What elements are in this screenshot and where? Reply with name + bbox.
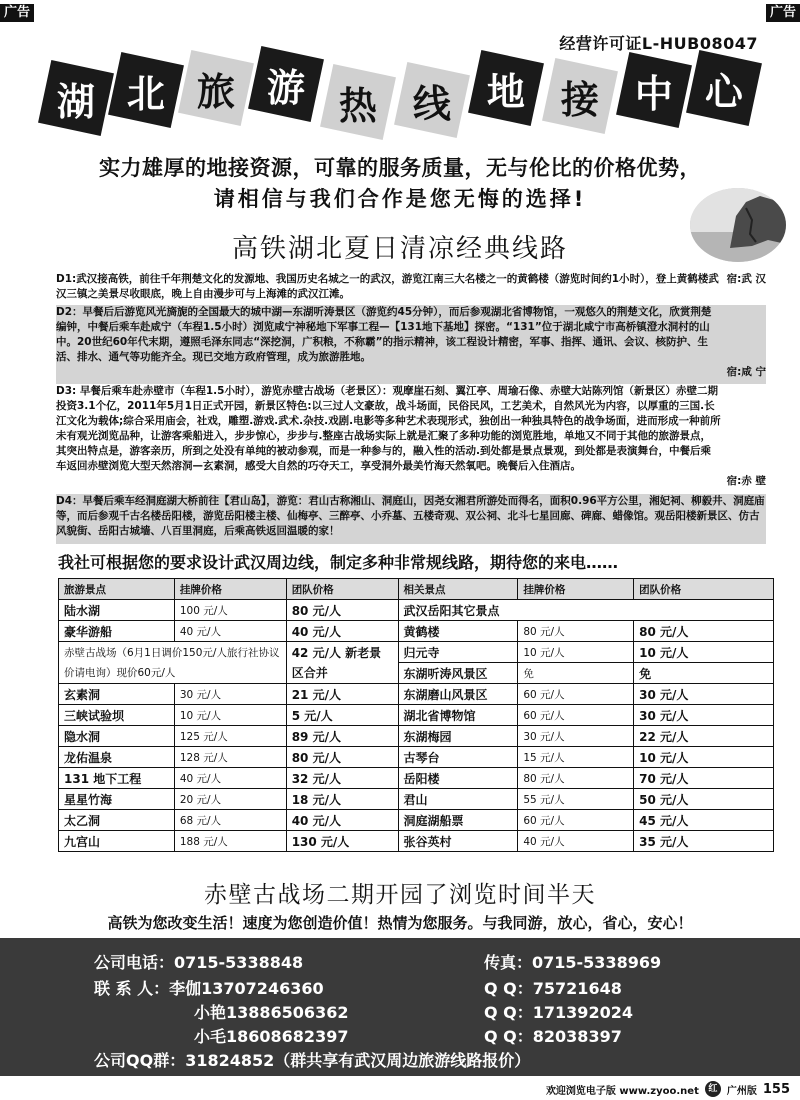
cell: 42 元/人 新老景区合并 (286, 642, 398, 684)
table-row (59, 831, 774, 852)
banner-char: 旅 (178, 50, 254, 126)
license-number: 经营许可证L-HUB08047 (559, 34, 758, 53)
table-row (59, 600, 774, 621)
price-table (58, 578, 774, 852)
cell: 30 元/人 (634, 705, 774, 726)
slogan-line-2: 请相信与我们合作是您无悔的选择! (213, 187, 587, 211)
cell: 128 元/人 (174, 747, 286, 768)
cell: 60 元/人 (518, 810, 634, 831)
banner-char: 地 (468, 50, 544, 126)
cell: 80 元/人 (518, 768, 634, 789)
contact-person-2: 小艳13886506362 (194, 1003, 349, 1022)
route-title: 高铁湖北夏日清凉经典线路 (231, 234, 568, 264)
col-header: 团队价格 (634, 579, 774, 600)
contact-person-1: 联 系 人：李伽13707246360 (94, 979, 324, 998)
banner-char: 湖 (38, 60, 114, 136)
cell: 40 元/人 (518, 831, 634, 852)
cell: 35 元/人 (634, 831, 774, 852)
slogan-line-1: 实力雄厚的地接资源，可靠的服务质量，无与伦比的价格优势， (99, 156, 701, 180)
table-row (59, 684, 774, 705)
cell: 40 元/人 (174, 768, 286, 789)
cell: 188 元/人 (174, 831, 286, 852)
col-header: 旅游景点 (59, 579, 175, 600)
cell: 80 元/人 (518, 621, 634, 642)
banner-char: 北 (108, 52, 184, 128)
cell: 东湖磨山风景区 (398, 684, 518, 705)
cell: 50 元/人 (634, 789, 774, 810)
cell: 三峡试验坝 (59, 705, 175, 726)
cell: 70 元/人 (634, 768, 774, 789)
ad-label-right: 广告 (766, 4, 800, 22)
ad-label-left: 广告 (0, 4, 34, 22)
cell: 陆水湖 (59, 600, 175, 621)
cell: 18 元/人 (286, 789, 398, 810)
cell: 玄素洞 (59, 684, 175, 705)
cell: 55 元/人 (518, 789, 634, 810)
cell: 东湖听涛风景区 (398, 663, 518, 684)
col-header: 相关景点 (398, 579, 518, 600)
table-row (59, 705, 774, 726)
table-row (59, 747, 774, 768)
cell: 归元寺 (398, 642, 518, 663)
banner-char: 线 (394, 62, 470, 138)
cell: 10 元/人 (174, 705, 286, 726)
cell: 15 元/人 (518, 747, 634, 768)
fax: 传真：0715-5338969 (484, 953, 662, 972)
cell: 隐水洞 (59, 726, 175, 747)
cell: 20 元/人 (174, 789, 286, 810)
banner-char: 接 (542, 58, 618, 134)
cell: 10 元/人 (518, 642, 634, 663)
cell: 张谷英村 (398, 831, 518, 852)
qq-3: Q Q：82038397 (484, 1027, 622, 1046)
itinerary-text: D2：早餐后后游览风光旖旎的全国最大的城中湖—东湖听涛景区（游览约45分钟），而后参观湖北省博物馆，一观悠久的荆楚文化，欣赏荆楚编钟，中餐后乘车赴咸宁（车程1.5小时）浏览咸宁神秘地下军事工程—【131地下基地】探密。“131”位于湖北咸宁市高桥镇澄水洞村的山中。20世纪60年代末期，遵照毛泽东同志“深挖洞，广积粮，不称霸”的指示精神，该工程设计精密，军事、指挥、通讯、会议、核防护、生活、排水、通气等功能齐全。现已交地方政府管理，成为旅游胜地。 (56, 306, 712, 363)
cell: 古琴台 (398, 747, 518, 768)
cell: 45 元/人 (634, 810, 774, 831)
custom-route-invite: 我社可根据您的要求设计武汉周边线，制定多种非常规线路，期待您的来电…… (58, 553, 619, 572)
stay-city: 宿:武 汉 (726, 273, 766, 285)
cell: 30 元/人 (518, 726, 634, 747)
table-header-row (59, 579, 774, 600)
table-row (59, 726, 774, 747)
cell: 80 元/人 (286, 747, 398, 768)
table-row (59, 768, 774, 789)
cell: 10 元/人 (634, 747, 774, 768)
cell: 岳阳楼 (398, 768, 518, 789)
cell: 赤壁古战场（6月1日调价150元/人旅行社协议价请电询）现价60元/人 (59, 642, 287, 684)
table-row (59, 789, 774, 810)
page-number: 155 (762, 1081, 790, 1097)
cell: 40 元/人 (286, 810, 398, 831)
cell: 豪华游船 (59, 621, 175, 642)
company-phone: 公司电话：0715-5338848 (94, 953, 304, 972)
page-footer (546, 1081, 790, 1097)
banner-char: 游 (248, 46, 324, 122)
table-row (59, 621, 774, 642)
col-header: 挂牌价格 (518, 579, 634, 600)
cell: 125 元/人 (174, 726, 286, 747)
cell: 22 元/人 (634, 726, 774, 747)
col-header: 挂牌价格 (174, 579, 286, 600)
qq-1: Q Q：75721648 (484, 979, 622, 998)
cell: 洞庭湖船票 (398, 810, 518, 831)
cell: 40 元/人 (286, 621, 398, 642)
banner-char: 热 (320, 64, 396, 140)
chibi-open-note: 赤壁古战场二期开园了浏览时间半天 (204, 882, 596, 908)
cell: 130 元/人 (286, 831, 398, 852)
col-header: 团队价格 (286, 579, 398, 600)
contact-person-3: 小毛18608682397 (194, 1027, 349, 1046)
itinerary-text: D1:武汉接高铁，前往千年荆楚文化的发源地、我国历史名城之一的武汉，游览江南三大名楼之一的黄鹤楼（游览时间约1小时），登上黄鹤楼武汉三镇之美景尽收眼底，晚上自由漫步可与上海滩的武汉江滩。 (56, 273, 719, 300)
cell: 60 元/人 (518, 705, 634, 726)
qq-2: Q Q：171392024 (484, 1003, 633, 1022)
cell: 89 元/人 (286, 726, 398, 747)
cell: 60 元/人 (518, 684, 634, 705)
itinerary-day-3 (56, 384, 766, 494)
cell: 星星竹海 (59, 789, 175, 810)
cell: 40 元/人 (174, 621, 286, 642)
edition: 广州版 (726, 1085, 757, 1097)
footer-site: 欢迎浏览电子版 www.zyoo.net (545, 1085, 699, 1097)
cell: 免 (634, 663, 774, 684)
title-banner (38, 48, 764, 144)
cell: 九宫山 (59, 831, 175, 852)
cell: 32 元/人 (286, 768, 398, 789)
cell: 80 元/人 (634, 621, 774, 642)
contact-box (0, 938, 800, 1076)
cell: 30 元/人 (174, 684, 286, 705)
itinerary-text: D3: 早餐后乘车赴赤壁市（车程1.5小时），游览赤壁古战场（老景区）：观摩崖石刻、翼江亭、周瑜石像、赤壁大站陈列馆（新景区）赤壁二期投资3.1个亿，2011年5月1日正式开园，新景区特色:以三过人文豪故，战斗场面，民俗民风，工艺美术，自然风光为内容，以厚重的三国.长江文化为载体;综合采用庙会，社戏，雕塑.游戏.武术.杂技.戏剧.电影等多种艺术表现形式，独创出一种独具特色的战争场面，进而形成一种前所未有观光浏览品种，让游客乘船进入，步步惊心，步步与.整座古战场实际上就是汇聚了多种功能的浏览胜地，单地又不同于其他的旅游景点，其突出特点是，游客亲历，所到之处没有单纯的被动参观，而是一种参与的，融入性的活动.到处都是景点景观，到处都是表演舞台，中餐后乘车返回赤壁浏览大型天然溶洞—玄素洞，感受大自然的巧夺天工，享受洞外最美竹海天然氧吧。晚餐后入住酒店。 (56, 385, 721, 472)
cell: 10 元/人 (634, 642, 774, 663)
cell: 68 元/人 (174, 810, 286, 831)
cell: 龙佑温泉 (59, 747, 175, 768)
cell: 80 元/人 (286, 600, 398, 621)
cell: 黄鹤楼 (398, 621, 518, 642)
cell: 21 元/人 (286, 684, 398, 705)
company-qq-group: 公司QQ群：31824852（群共享有武汉周边旅游线路报价） (94, 1051, 531, 1070)
cell: 太乙洞 (59, 810, 175, 831)
banner-char: 心 (686, 50, 762, 126)
stay-city: 宿:咸 宁 (726, 366, 766, 378)
itinerary-text: D4：早餐后乘车经洞庭湖大桥前往【君山岛】，游览：君山古称湘山、洞庭山，因尧女湘君所游处而得名，面积0.96平方公里，湘妃祠、柳毅井、洞庭庙等，而后参观千古名楼岳阳楼，游览岳阳楼主楼、仙梅亭、三醉亭、小乔墓、五楼奇观、双公祠、北斗七星回廊、碑廊、蜡像馆。观岳阳楼新景区、仿古风貌街、岳阳古城墙、八百里洞庭，后乘高铁返回温暖的家！ (56, 495, 765, 537)
cell: 免 (518, 663, 634, 684)
brand-logo-icon: 红 (705, 1081, 721, 1097)
table-row (59, 642, 774, 663)
cell: 100 元/人 (174, 600, 286, 621)
itinerary-day-2 (56, 305, 766, 384)
stay-city: 宿:赤 壁 (726, 475, 766, 487)
banner-char: 中 (616, 52, 692, 128)
bottom-slogan: 高铁为您改变生活！速度为您创造价值！热情为您服务。与我同游，放心，省心，安心！ (107, 914, 693, 932)
cell: 湖北省博物馆 (398, 705, 518, 726)
table-row (59, 810, 774, 831)
cell: 武汉岳阳其它景点 (398, 600, 773, 621)
cell: 30 元/人 (634, 684, 774, 705)
itinerary-day-4 (56, 494, 766, 544)
cell: 东湖梅园 (398, 726, 518, 747)
cell: 君山 (398, 789, 518, 810)
cell: 131 地下工程 (59, 768, 175, 789)
itinerary-day-1 (56, 272, 766, 305)
cell: 5 元/人 (286, 705, 398, 726)
